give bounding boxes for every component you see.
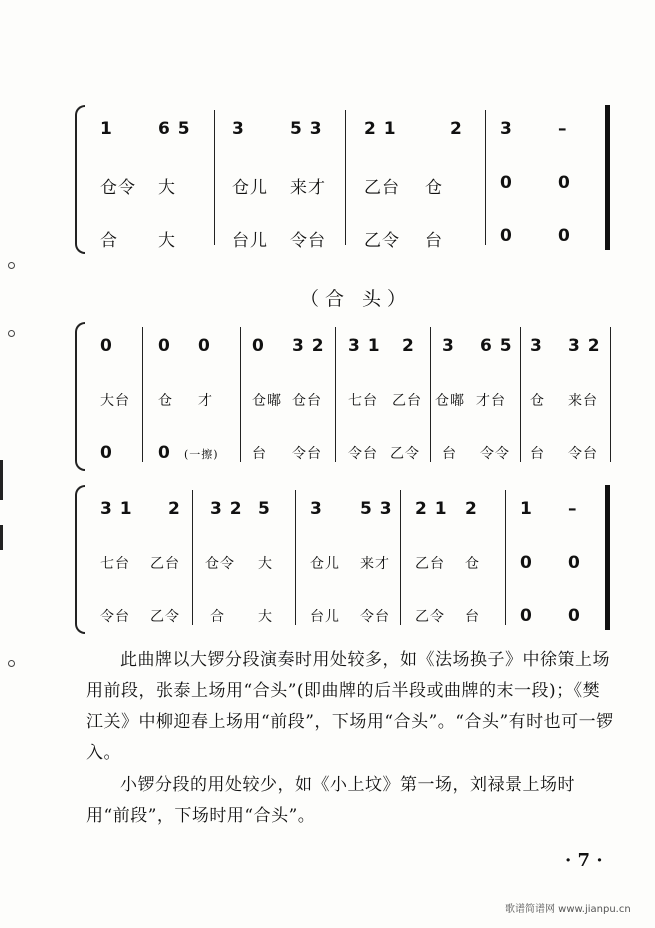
barline	[142, 327, 143, 462]
syllable: 仓	[158, 393, 173, 409]
note: 3 1	[348, 336, 381, 356]
note: 0	[100, 443, 113, 463]
note: 2	[465, 499, 478, 519]
section-title: （合 头）	[300, 288, 413, 310]
note: 0	[252, 336, 265, 356]
note: 6 5	[158, 119, 191, 139]
barline	[295, 490, 296, 625]
syllable: 大	[258, 556, 273, 572]
note: 2	[402, 336, 415, 356]
note: 1	[100, 119, 113, 139]
body-paragraph: 此曲牌以大锣分段演奏时用处较多，如《法场换子》中徐策上场用前段，张泰上场用“合头”(即曲牌的后半段或曲牌的末一段)；《樊江关》中柳迎春上场用“前段”，下场用“合头”。“合头”有时也可一锣入。	[86, 650, 614, 763]
margin-line	[0, 525, 3, 550]
barline	[485, 110, 486, 245]
syllable: 七台	[348, 393, 378, 409]
syllable: 乙令	[415, 609, 445, 625]
syllable: 台	[425, 231, 443, 251]
note: –	[568, 499, 578, 519]
body-paragraph: 小锣分段的用处较少，如《小上坟》第一场，刘禄景上场时用“前段”，下场时用“合头”。	[86, 775, 575, 826]
syllable: 大台	[100, 393, 130, 409]
margin-line	[0, 460, 3, 500]
barline	[335, 327, 336, 462]
notation-row	[80, 113, 618, 153]
percussion-row	[80, 547, 618, 587]
barline	[240, 327, 241, 462]
note: 3	[310, 499, 323, 519]
syllable: 来才	[360, 556, 390, 572]
syllable: 令台	[360, 609, 390, 625]
score-system-3	[80, 485, 618, 635]
syllable: 令台	[292, 446, 322, 462]
note: 0	[558, 173, 571, 193]
punch-hole	[8, 330, 15, 337]
syllable: 台儿	[232, 231, 268, 251]
syllable: 乙令	[390, 446, 420, 462]
syllable: 乙台	[392, 393, 422, 409]
syllable: 台儿	[310, 609, 340, 625]
note: 0	[520, 553, 533, 573]
score-system-2	[80, 322, 618, 472]
syllable: 令令	[480, 446, 510, 462]
percussion-row	[80, 167, 618, 207]
syllable: 仓嘟	[435, 393, 465, 409]
syllable: 乙台	[150, 556, 180, 572]
percussion-row	[80, 600, 618, 640]
syllable: 台	[442, 446, 457, 462]
note: 0	[500, 173, 513, 193]
notation-row	[80, 493, 618, 533]
annotation: (一擦)	[184, 448, 219, 461]
note: 3 2	[568, 336, 601, 356]
barline	[610, 327, 611, 462]
note: 2 1	[364, 119, 397, 139]
barline	[520, 327, 521, 462]
syllable: 仓	[530, 393, 545, 409]
syllable: 大	[258, 609, 273, 625]
syllable: 令台	[100, 609, 130, 625]
note: 0	[158, 443, 171, 463]
punch-hole	[8, 262, 15, 269]
syllable: 仓台	[292, 393, 322, 409]
barline	[214, 110, 215, 245]
syllable: 令台	[290, 231, 326, 251]
note: 3	[500, 119, 513, 139]
note: 3	[232, 119, 245, 139]
barline	[192, 490, 193, 625]
syllable: 乙台	[415, 556, 445, 572]
note: 5 3	[290, 119, 323, 139]
barline	[345, 110, 346, 245]
note: 0	[520, 606, 533, 626]
syllable: 才	[198, 393, 213, 409]
note: 5	[258, 499, 271, 519]
syllable: 仓嘟	[252, 393, 282, 409]
note: 0	[158, 336, 171, 356]
syllable: 仓	[465, 556, 480, 572]
syllable: 台	[465, 609, 480, 625]
notation-row	[80, 330, 618, 370]
syllable: 仓令	[205, 556, 235, 572]
note: 2 1	[415, 499, 448, 519]
note: 0	[568, 606, 581, 626]
syllable: 合	[100, 231, 118, 251]
syllable: 仓儿	[232, 178, 268, 198]
syllable: 仓儿	[310, 556, 340, 572]
syllable: 大	[158, 178, 176, 198]
note: 2	[450, 119, 463, 139]
note: 5 3	[360, 499, 393, 519]
syllable: 七台	[100, 556, 130, 572]
note: 2	[168, 499, 181, 519]
note: 0	[500, 226, 513, 246]
note: 0	[100, 336, 113, 356]
watermark: 歌谱简谱网 www.jianpu.cn	[505, 904, 631, 915]
percussion-row	[80, 384, 618, 424]
barline	[430, 327, 431, 462]
note: 3 2	[210, 499, 243, 519]
barline	[505, 490, 506, 625]
note: 3 1	[100, 499, 133, 519]
syllable: 乙令	[150, 609, 180, 625]
syllable: 乙令	[364, 231, 400, 251]
note: 6 5	[480, 336, 513, 356]
punch-hole	[8, 660, 15, 667]
percussion-row	[80, 220, 618, 260]
score-system-1	[80, 105, 618, 255]
syllable: 令台	[568, 446, 598, 462]
note: –	[558, 119, 568, 139]
note: 0	[568, 553, 581, 573]
syllable: 台	[530, 446, 545, 462]
percussion-row	[80, 437, 618, 477]
syllable: 乙台	[364, 178, 400, 198]
note: 3 2	[292, 336, 325, 356]
note: 1	[520, 499, 533, 519]
syllable: 大	[158, 231, 176, 251]
page-number: · 7 ·	[565, 850, 603, 871]
syllable: 仓令	[100, 178, 136, 198]
note: 0	[558, 226, 571, 246]
note: 3	[442, 336, 455, 356]
syllable: 才台	[476, 393, 506, 409]
note: 0	[198, 336, 211, 356]
note: 3	[530, 336, 543, 356]
syllable: 仓	[425, 178, 443, 198]
barline	[400, 490, 401, 625]
syllable: 合	[210, 609, 225, 625]
syllable: 来台	[568, 393, 598, 409]
syllable: 令台	[348, 446, 378, 462]
syllable: 来才	[290, 178, 326, 198]
syllable: 台	[252, 446, 267, 462]
